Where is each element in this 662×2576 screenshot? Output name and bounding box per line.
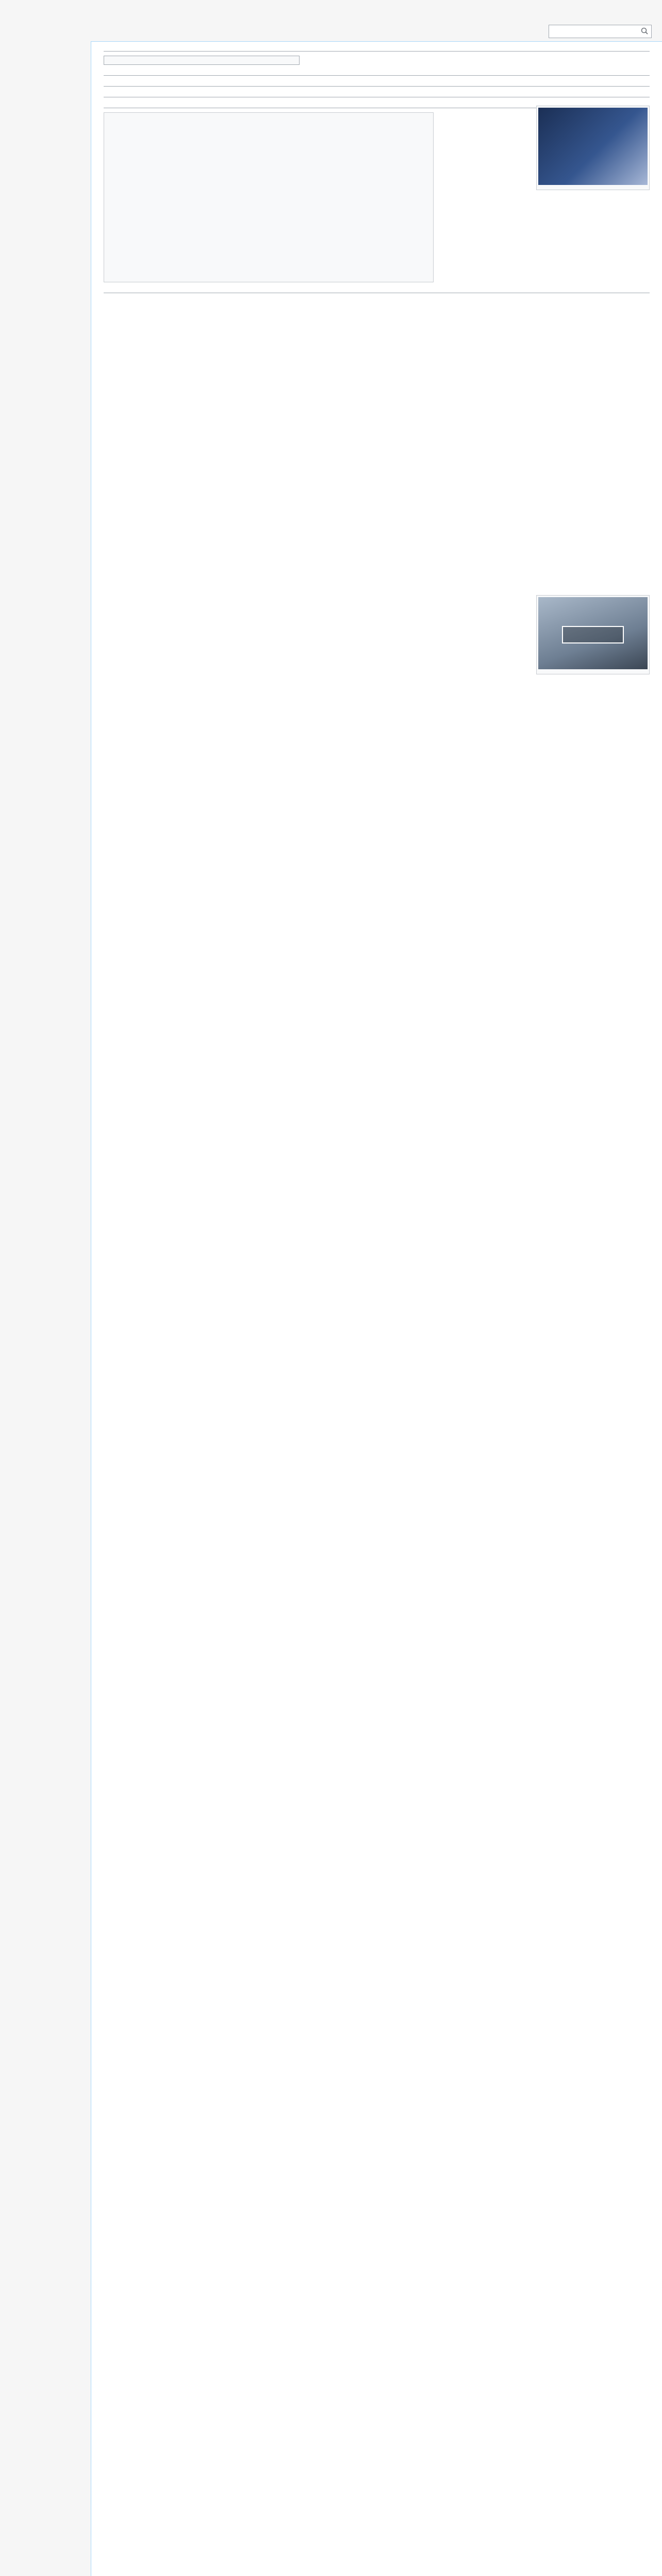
header [91, 0, 662, 41]
thumbnail-figure[interactable] [536, 106, 650, 190]
thumbnail-caption [538, 185, 648, 188]
search-input[interactable] [549, 25, 652, 38]
thumbnail-figure[interactable] [536, 595, 650, 674]
section-heading-list [104, 96, 650, 97]
sidebar [0, 0, 91, 2576]
section-heading-overview [104, 74, 650, 76]
thumbnail-confirm-button-image [562, 626, 624, 643]
search-icon[interactable] [641, 27, 648, 35]
thumbnail-image[interactable] [538, 597, 648, 669]
thumbnail-caption [538, 669, 648, 672]
main-content [91, 41, 662, 2576]
thumbnail-image[interactable] [538, 108, 648, 185]
site-logo[interactable] [9, 7, 81, 69]
table-of-contents [104, 56, 300, 65]
page-title [104, 49, 650, 52]
section-heading-references [104, 292, 650, 293]
section-heading-persecution [104, 85, 650, 87]
video-embed[interactable] [104, 112, 434, 282]
